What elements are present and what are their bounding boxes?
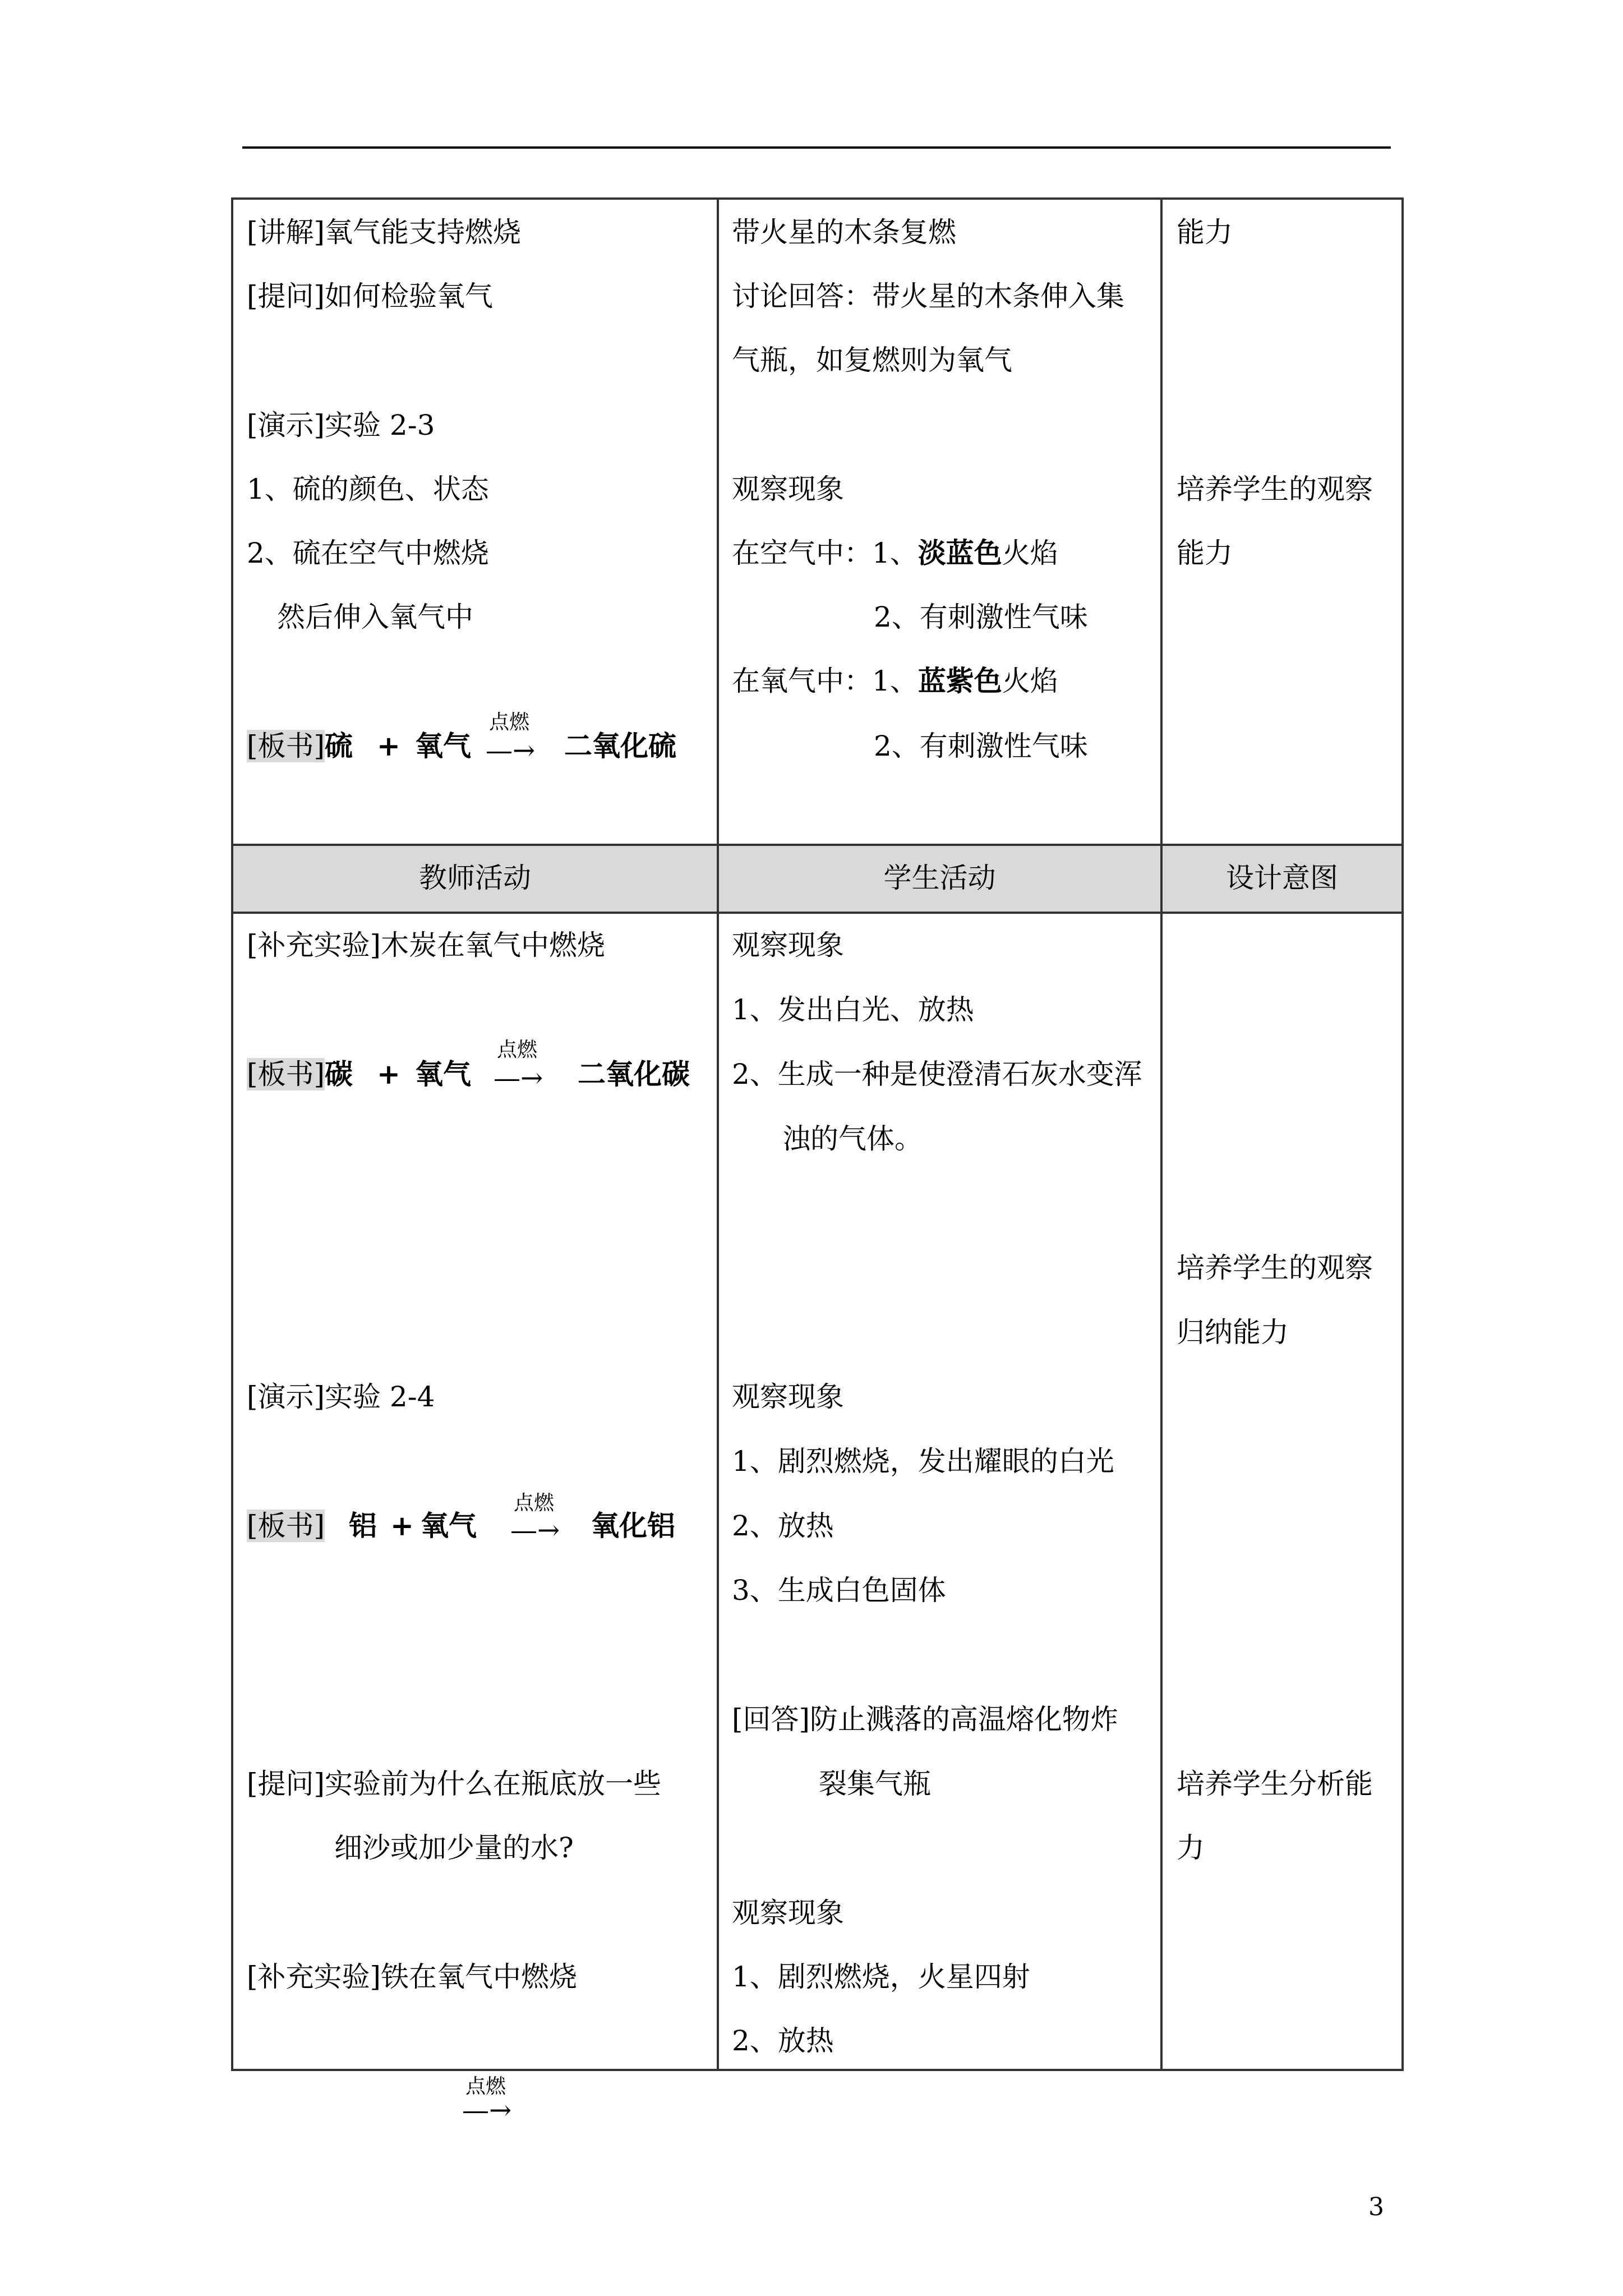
student-line-white-light: 1、发出白光、放热 [732,993,974,1026]
equation-aluminum [247,1509,325,1543]
header-rule [242,146,1391,149]
product: 氧化铝 [591,1509,675,1542]
reaction-condition: 点燃 [497,1038,538,1061]
board-tag: [板书] [247,1058,325,1091]
header-design-intent: 设计意图 [1226,862,1338,894]
student-line-1: 带火星的木条复燃 [732,216,956,249]
board-tag: [板书] [247,730,325,762]
design-line-induce: 归纳能力 [1177,1316,1289,1349]
teacher-line-demo-2-4: [演示]实验 2-4 [247,1381,435,1413]
footer-reaction-condition: 点燃 [465,2075,506,2098]
student-line-heat-2: 2、放热 [732,2024,834,2057]
header-divider [231,912,1404,914]
design-line-analyze: 培养学生分析能 [1177,1768,1373,1800]
design-line-observe: 培养学生的观察 [1177,1251,1373,1284]
table-right-border [1401,197,1404,2071]
design-line-1: 能力 [1177,216,1233,249]
reactant: 碳 [325,1057,353,1091]
reaction-arrow: —→ [494,1062,543,1094]
student-line-white-solid: 3、生成白色固体 [732,1574,946,1607]
plus-sign: + [390,1509,414,1542]
header-teacher-activity: 教师活动 [419,862,531,894]
student-line-observe: 观察现象 [732,473,844,505]
reactant: 硫 [325,729,353,762]
reactant-oxygen: 氧气 [415,1057,471,1091]
teacher-line-question: [提问]如何检验氧气 [247,280,494,312]
reaction-condition: 点燃 [514,1492,555,1515]
header-student-activity: 学生活动 [883,862,996,894]
teacher-line-sand-water: 细沙或加少量的水? [334,1832,574,1864]
reaction-arrow: —→ [486,735,536,766]
student-line-sparks: 1、剧烈燃烧，火星四射 [732,1961,1030,1993]
footer-reaction-arrow: —→ [462,2095,512,2126]
student-line-oxygen-flame: 在氧气中：1、蓝紫色火焰 [732,664,1058,697]
student-line-oxygen-smell: 2、有刺激性气味 [874,730,1088,762]
teacher-line-why-sand: [提问]实验前为什么在瓶底放一些 [247,1768,662,1800]
student-line-observe-1: 观察现象 [732,929,844,961]
column-divider-2 [1160,197,1163,2071]
teacher-line-iron: [补充实验]铁在氧气中燃烧 [247,1961,578,1993]
design-line-3: 能力 [1177,537,1233,569]
equation-carbon [247,1057,353,1091]
teacher-line-explain: [讲解]氧气能支持燃烧 [247,216,522,249]
product: 二氧化碳 [578,1057,690,1091]
reaction-condition: 点燃 [489,711,530,734]
row-divider [231,844,1404,846]
student-line-gas: 浊的气体。 [782,1122,923,1155]
teacher-line-sulfur-color: 1、硫的颜色、状态 [247,473,489,505]
student-line-2: 讨论回答：带火星的木条伸入集 [732,280,1124,312]
teacher-line-into-oxygen: 然后伸入氧气中 [277,601,473,633]
plus-sign: + [377,729,400,762]
reactant-oxygen: 氧气 [421,1509,477,1542]
reactant-oxygen: 氧气 [415,729,471,762]
design-line-2: 培养学生的观察 [1177,473,1373,505]
plus-sign: + [377,1057,400,1091]
student-line-heat: 2、放热 [732,1510,834,1542]
teacher-line-charcoal: [补充实验]木炭在氧气中燃烧 [247,929,606,961]
student-line-crack: 裂集气瓶 [819,1768,931,1800]
teacher-line-sulfur-air: 2、硫在空气中燃烧 [247,537,489,569]
board-tag: [板书] [247,1510,325,1542]
product: 二氧化硫 [564,729,676,762]
student-line-limewater: 2、生成一种是使澄清石灰水变浑 [732,1058,1142,1091]
equation-sulfur [247,729,353,763]
table-left-border [231,197,233,2071]
student-line-answer: [回答]防止溅落的高温熔化物炸 [732,1703,1119,1736]
student-line-dazzling: 1、剧烈燃烧，发出耀眼的白光 [732,1445,1114,1478]
reaction-arrow: —→ [510,1515,560,1546]
column-divider-1 [717,197,719,2071]
student-line-air-smell: 2、有刺激性气味 [874,601,1088,633]
teacher-line-demo: [演示]实验 2-3 [247,409,435,441]
page-number: 3 [1368,2193,1384,2221]
student-line-air-flame: 在空气中：1、淡蓝色火焰 [732,536,1058,569]
table-top-border [231,197,1404,200]
table-bottom-border [231,2069,1404,2071]
reactant: 铝 [349,1509,377,1542]
student-line-3: 气瓶，如复燃则为氧气 [732,344,1012,376]
design-line-ability: 力 [1177,1832,1205,1864]
student-line-observe-3: 观察现象 [732,1897,844,1929]
student-line-observe-2: 观察现象 [732,1381,844,1413]
